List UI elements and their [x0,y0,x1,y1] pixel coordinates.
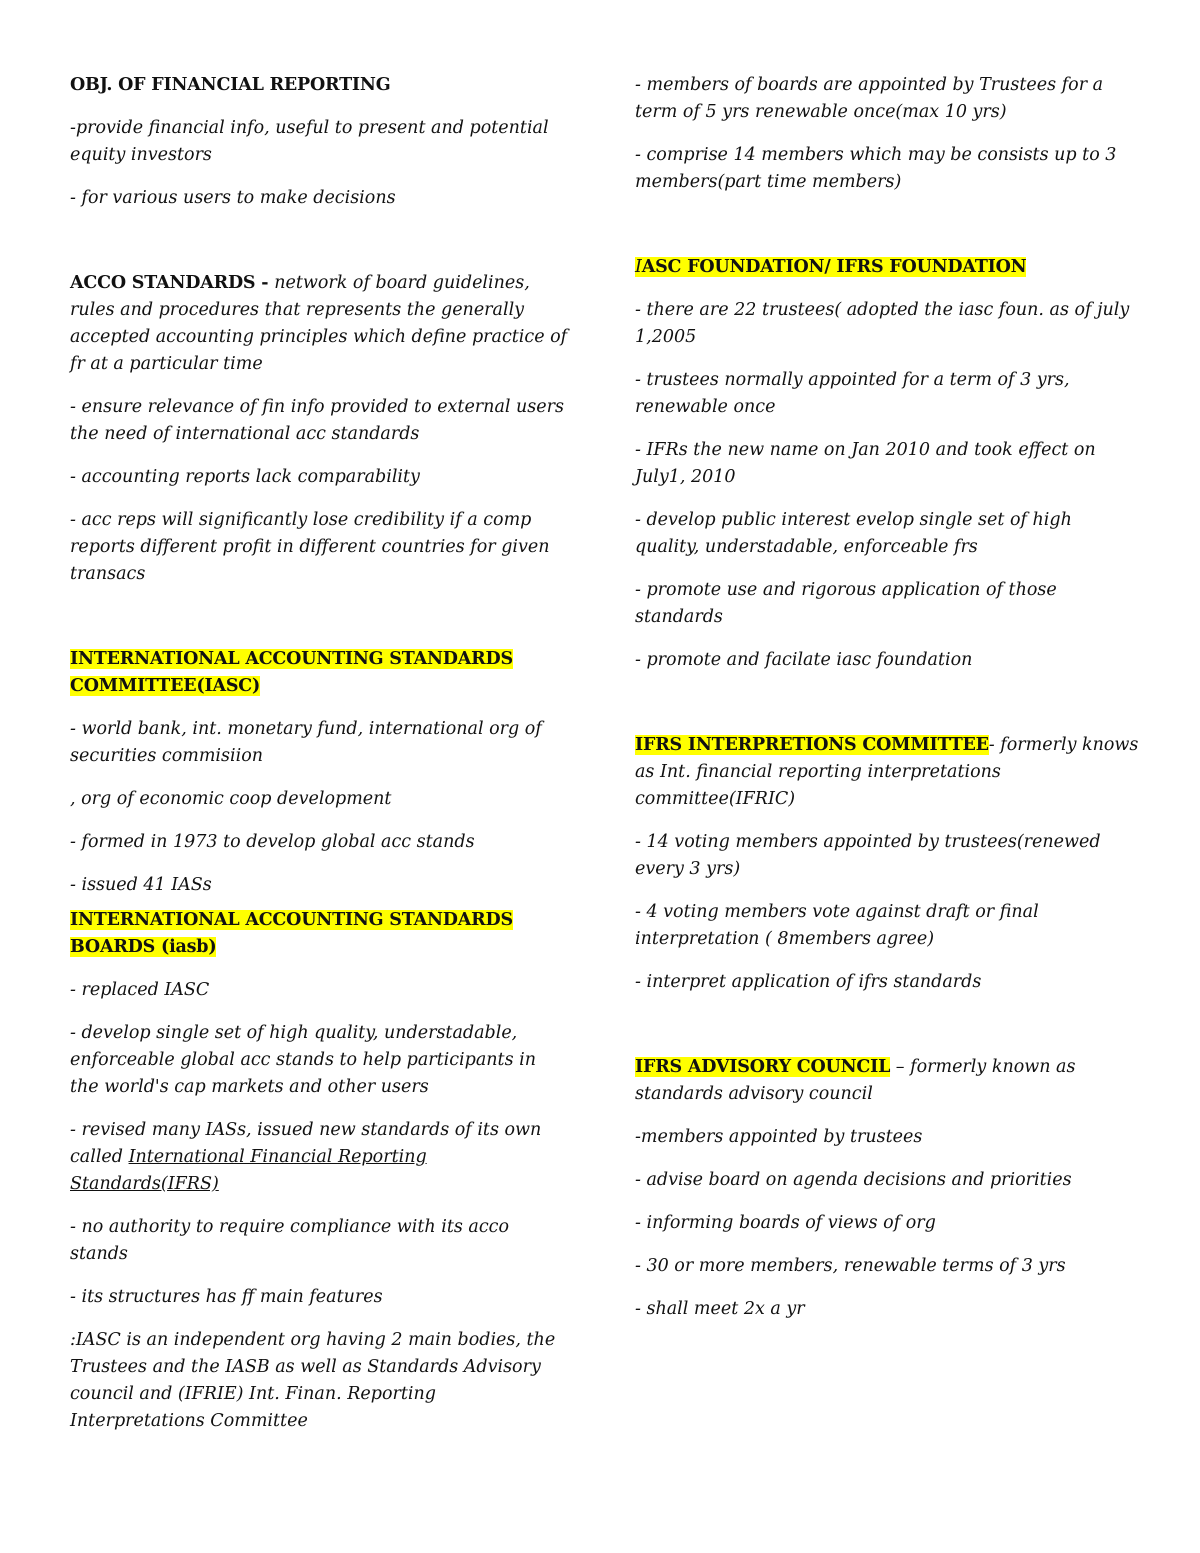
acco-item-3: - acc reps will significantly lose credibility if a comp reports different profit in different countries for given transacs [70,510,550,584]
interp-item-3: - interpret application of ifrs standards [635,972,982,992]
left-column [70,70,570,1435]
foundation-item-2: - trustees normally appointed for a term of 3 yrs, renewable once [635,370,1070,417]
iasb-item-4: - no authority to require compliance with its acco stands [70,1217,509,1264]
foundation-item-6: - promote and facilate iasc foundation [635,650,973,670]
iasb-item-6: :IASC is an independent org having 2 main bodies, the Trustees and the IASB as well as Standards Advisory council and (IFRIE) Int. Finan. Reporting Interpretations Committee [70,1330,556,1431]
advisory-item-5: - shall meet 2x a yr [635,1299,805,1319]
obj-item-2: - for various users to make decisions [70,188,396,208]
iasb-heading [70,907,570,961]
interp-heading: IFRS INTERPRETIONS COMMITTEE [635,735,989,755]
board-item-2: - comprise 14 members which may be consists up to 3 members(part time members) [635,145,1117,192]
acco-definition: network of board guidelines, rules and procedures that represents the generally accepted accounting principles which define practice of fr at a particular time [70,273,568,374]
foundation-item-5: - promote use and rigorous application of those standards [635,580,1057,627]
iasc-item-1: - world bank, int. monetary fund, international org of securities commisiion [70,719,542,766]
advisory-item-1: -members appointed by trustees [635,1127,923,1147]
iasb-item-5: - its structures has ff main features [70,1287,383,1307]
iasb-item-3 [70,1117,570,1198]
ifrs-link[interactable]: International Financial Reporting Standards(IFRS) [70,1147,427,1194]
interp-definition: - formerly knows as Int. financial reporting interpretations committee(IFRIC) [635,735,1139,809]
advisory-heading: IFRS ADVISORY COUNCIL [635,1057,891,1077]
foundation-item-1: - there are 22 trustees( adopted the iasc foun. as of july 1,2005 [635,300,1130,347]
foundation-heading-prefix: I [635,257,642,277]
obj-item-1: -provide financial info, useful to present and potential equity investors [70,118,549,165]
interp-item-2: - 4 voting members vote against draft or final interpretation ( 8members agree) [635,902,1039,949]
right-column [635,70,1140,1323]
advisory-item-2: - advise board on agenda decisions and priorities [635,1170,1072,1190]
advisory-item-3: - informing boards of views of org [635,1213,936,1233]
iasb-heading-line2: BOARDS (iasb) [70,937,217,957]
iasc-item-3: - formed in 1973 to develop global acc stands [70,832,475,852]
interp-paragraph [635,732,1140,813]
iasb-item-2: - develop single set of high quality, understadable, enforceable global acc stands to help participants in the world's cap markets and other users [70,1023,537,1097]
interp-item-1: - 14 voting members appointed by trustees(renewed every 3 yrs) [635,832,1101,879]
obj-heading: OBJ. OF FINANCIAL REPORTING [70,75,391,95]
acco-item-1: - ensure relevance of fin info provided to external users the need of international acc standards [70,397,564,444]
foundation-item-3: - IFRs the new name on Jan 2010 and took effect on July1, 2010 [635,440,1096,487]
iasb-item-1: - replaced IASC [70,980,210,1000]
iasb-revised-prefix: - revised many IASs, issued new standards of its own called [70,1120,542,1167]
iasb-heading-line1: INTERNATIONAL ACCOUNTING STANDARDS [70,910,513,930]
acco-item-2: - accounting reports lack comparability [70,467,420,487]
acco-paragraph [70,270,570,378]
advisory-paragraph [635,1054,1140,1108]
foundation-heading [635,254,1140,281]
foundation-item-4: - develop public interest evelop single set of high quality, understadable, enforceable frs [635,510,1072,557]
board-item-1: - members of boards are appointed by Trustees for a term of 5 yrs renewable once(max 10 yrs) [635,75,1104,122]
advisory-item-4: - 30 or more members, renewable terms of 3 yrs [635,1256,1066,1276]
foundation-heading-text: ASC FOUNDATION/ IFRS FOUNDATION [641,257,1027,277]
iasc-item-2: , org of economic coop development [70,789,392,809]
iasc-heading [70,646,570,700]
iasc-item-4: - issued 41 IASs [70,875,212,895]
acco-heading: ACCO STANDARDS - [70,273,275,293]
iasc-heading-line2: COMMITTEE(IASC) [70,676,261,696]
advisory-definition: – formerly known as standards advisory council [635,1057,1076,1104]
iasc-heading-line1: INTERNATIONAL ACCOUNTING STANDARDS [70,649,513,669]
